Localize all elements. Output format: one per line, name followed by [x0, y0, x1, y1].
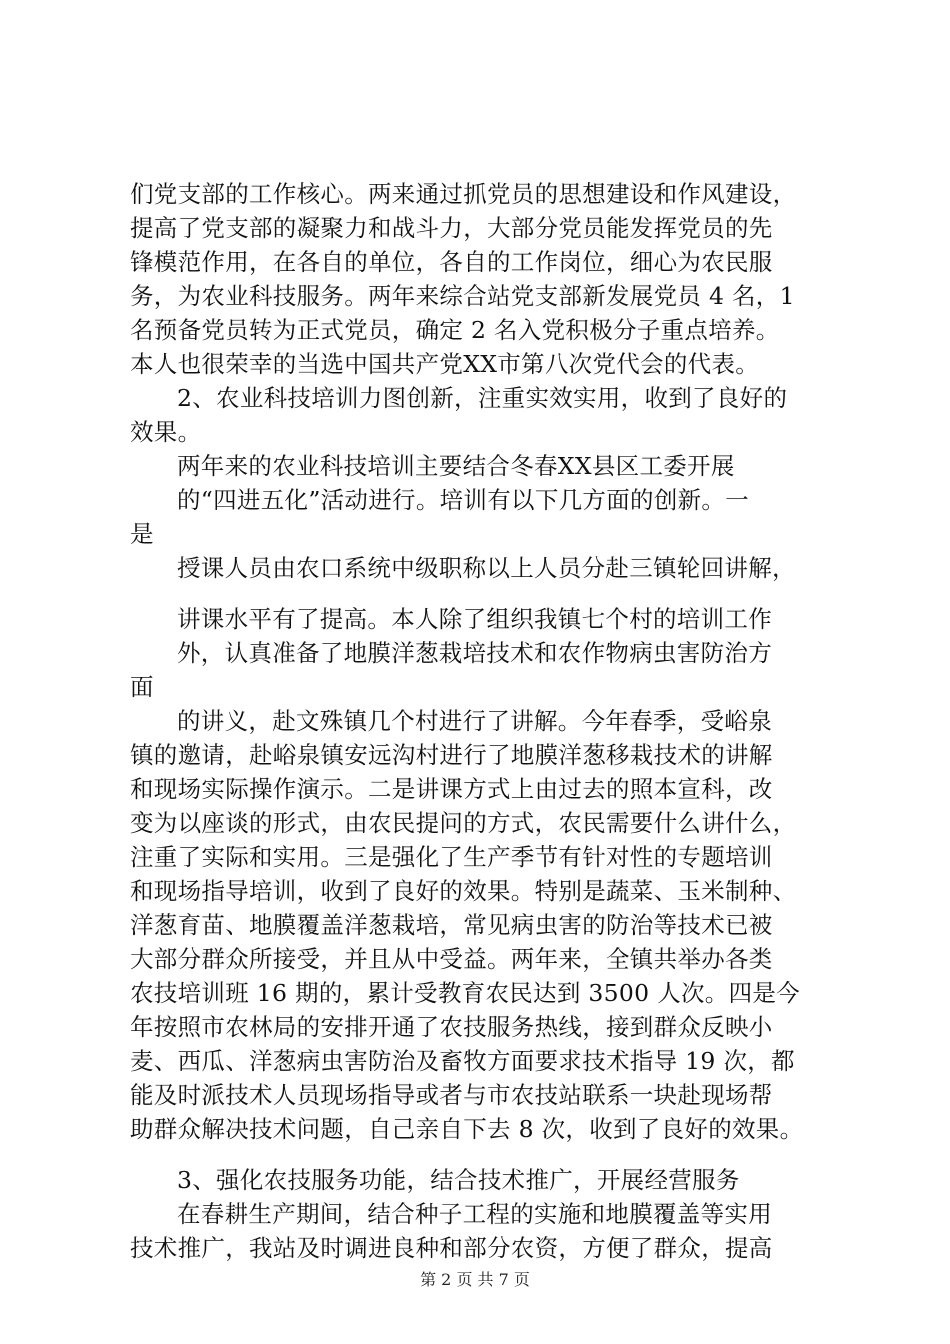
body-line: 两年来的农业科技培训主要结合冬春XX县区工委开展 [177, 452, 735, 480]
body-line: 镇的邀请，赴峪泉镇安远沟村进行了地膜洋葱移栽技术的讲解 [130, 741, 773, 769]
body-line: 注重了实际和实用。三是强化了生产季节有针对性的专题培训 [130, 843, 773, 871]
body-line: 提高了党支部的凝聚力和战斗力，大部分党员能发挥党员的先 [130, 214, 773, 242]
page-number-footer: 第 2 页 共 7 页 [420, 1270, 530, 1289]
body-line: 和现场指导培训，收到了良好的效果。特别是蔬菜、玉米制种、 [130, 877, 797, 905]
body-line: 技术推广，我站及时调进良种和部分农资，方便了群众，提高 [130, 1234, 773, 1262]
body-line: 的“四进五化”活动进行。培训有以下几方面的创新。一 [177, 486, 750, 514]
body-line: 变为以座谈的形式，由农民提问的方式，农民需要什么讲什么， [130, 809, 797, 837]
section-heading-2: 2、农业科技培训力图创新，注重实效实用，收到了良好的 [177, 384, 788, 412]
body-line: 大部分群众所接受，并且从中受益。两年来，全镇共举办各类 [130, 945, 773, 973]
body-line: 效果。 [130, 418, 202, 446]
body-line: 本人也很荣幸的当选中国共产党XX市第八次党代会的代表。 [130, 350, 760, 378]
body-line: 麦、西瓜、洋葱病虫害防治及畜牧方面要求技术指导 19 次，都 [130, 1047, 795, 1075]
body-line: 们党支部的工作核心。两来通过抓党员的思想建设和作风建设， [130, 180, 797, 208]
body-line: 和现场实际操作演示。二是讲课方式上由过去的照本宣科，改 [130, 775, 773, 803]
body-line: 洋葱育苗、地膜覆盖洋葱栽培，常见病虫害的防治等技术已被 [130, 911, 773, 939]
body-line: 助群众解决技术问题，自己亲自下去 8 次，收到了良好的效果。 [130, 1115, 804, 1143]
body-line: 是 [130, 520, 154, 548]
body-line: 锋模范作用，在各自的单位，各自的工作岗位，细心为农民服 [130, 248, 773, 276]
body-line: 外，认真准备了地膜洋葱栽培技术和农作物病虫害防治方 [177, 639, 772, 667]
body-line: 年按照市农林局的安排开通了农技服务热线，接到群众反映小 [130, 1013, 773, 1041]
body-line: 能及时派技术人员现场指导或者与市农技站联系一块赴现场帮 [130, 1081, 773, 1109]
body-line: 务，为农业科技服务。两年来综合站党支部新发展党员 4 名，1 [130, 282, 795, 310]
body-line: 农技培训班 16 期的，累计受教育农民达到 3500 人次。四是今 [130, 979, 800, 1007]
body-line: 的讲义，赴文殊镇几个村进行了讲解。今年春季，受峪泉 [177, 707, 772, 735]
body-line: 名预备党员转为正式党员，确定 2 名入党积极分子重点培养。 [130, 316, 780, 344]
body-line: 讲课水平有了提高。本人除了组织我镇七个村的培训工作 [177, 605, 772, 633]
body-line: 面 [130, 673, 154, 701]
body-line: 授课人员由农口系统中级职称以上人员分赴三镇轮回讲解， [177, 554, 796, 582]
section-heading-3: 3、强化农技服务功能，结合技术推广，开展经营服务 [177, 1166, 740, 1194]
body-line: 在春耕生产期间，结合种子工程的实施和地膜覆盖等实用 [177, 1200, 772, 1228]
